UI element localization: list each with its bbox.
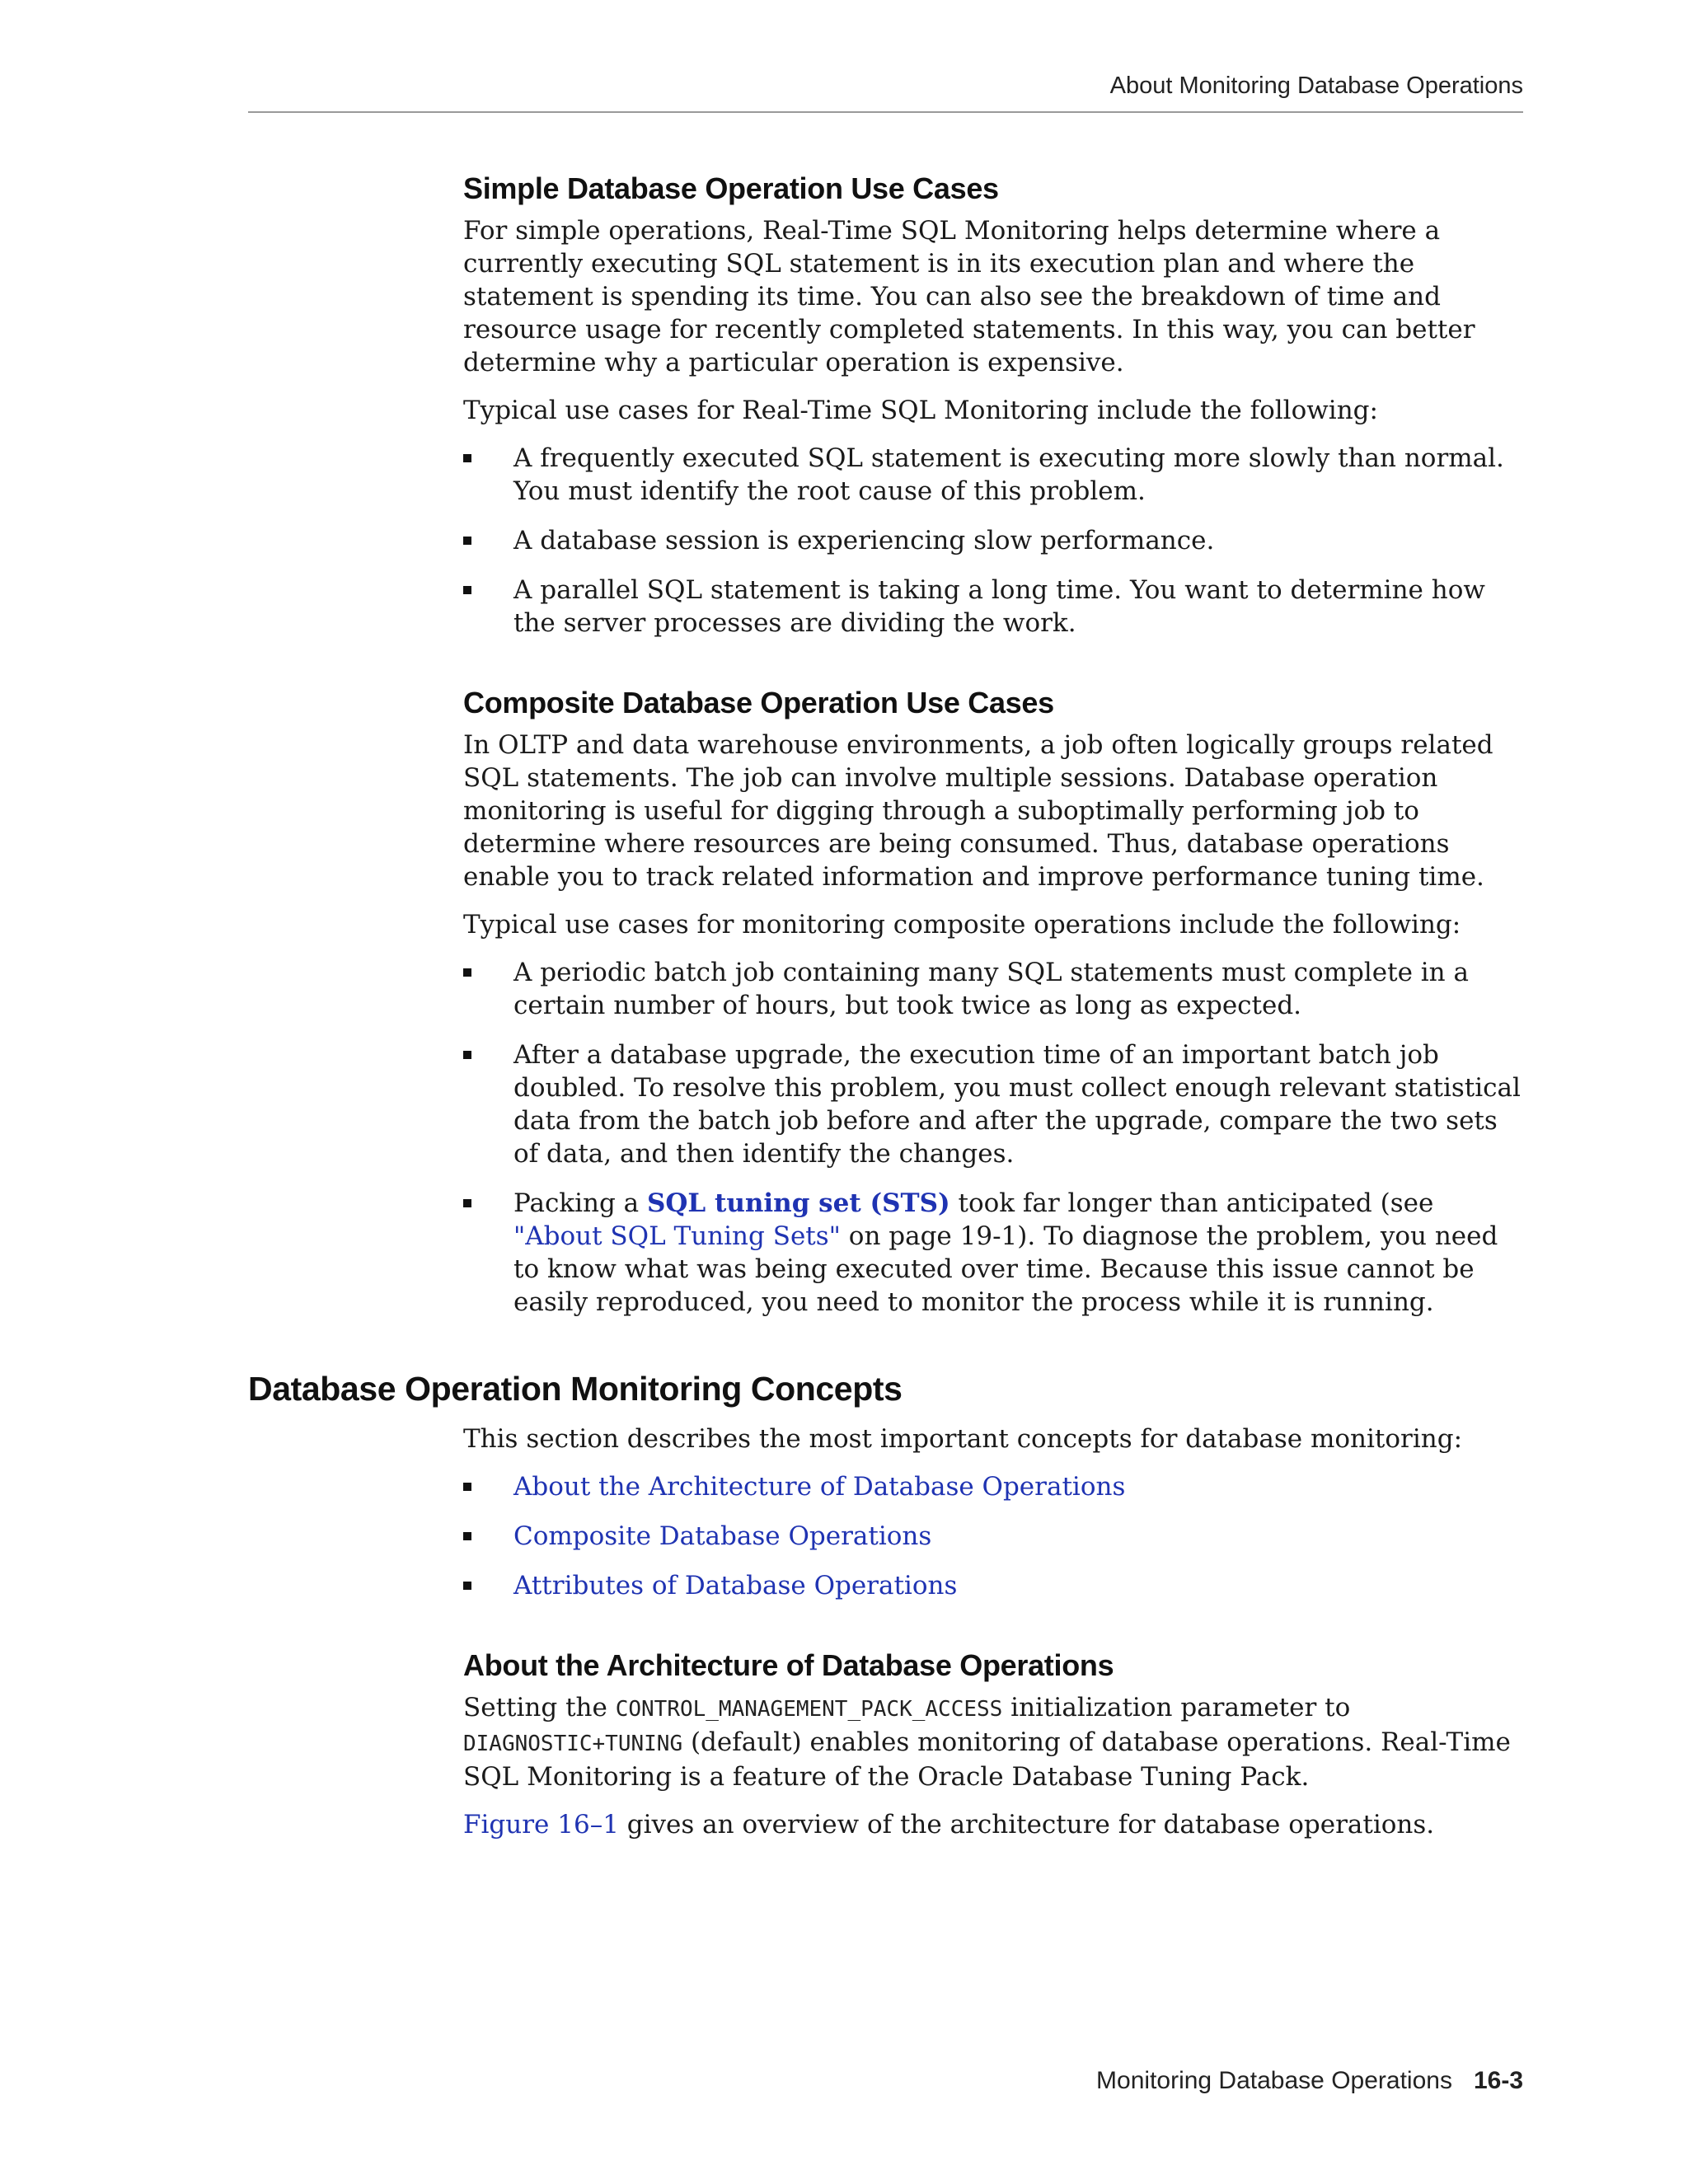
- list-item-text: A periodic batch job containing many SQL statements must complete in a certain number of hours, but took twice as long as expected.: [513, 958, 1469, 1020]
- list-item: [463, 574, 1526, 640]
- architecture-link[interactable]: About the Architecture of Database Operations: [513, 1472, 1126, 1502]
- list-item: [463, 1520, 1526, 1553]
- list-item: [463, 1569, 1526, 1602]
- section-architecture: [463, 1648, 1526, 1856]
- bullet-icon: [463, 454, 471, 462]
- paragraph: In OLTP and data warehouse environments, a job often logically groups related SQL statements. The job can involve multiple sessions. Database operation monitoring is useful for digging through a suboptimally performing job to determine where resources are being consumed. Thus, database operations enable you to track related information and improve performance tuning time.: [463, 730, 1493, 892]
- text-post: gives an overview of the architecture for database operations.: [618, 1810, 1435, 1840]
- paragraph: Typical use cases for monitoring composite operations include the following:: [463, 910, 1461, 940]
- composite-operations-link[interactable]: Composite Database Operations: [513, 1521, 932, 1551]
- list-item: [463, 1470, 1526, 1503]
- section-concepts: [463, 1422, 1526, 1619]
- list-item-text: A parallel SQL statement is taking a long time. You want to determine how the server processes are dividing the work.: [513, 575, 1485, 638]
- link-list: [463, 1470, 1526, 1602]
- list-item-text: A database session is experiencing slow performance.: [513, 526, 1215, 555]
- section-heading: Composite Database Operation Use Cases: [463, 686, 1054, 719]
- sql-tuning-set-glossary-link[interactable]: SQL tuning set (STS): [647, 1188, 950, 1218]
- bullet-icon: [463, 1199, 471, 1207]
- list-item: [463, 1038, 1526, 1170]
- list-item: [463, 442, 1526, 508]
- figure-link[interactable]: Figure 16–1: [463, 1810, 619, 1840]
- footer-chapter-title: Monitoring Database Operations: [1096, 2067, 1452, 2094]
- page-number: 16-3: [1473, 2067, 1523, 2094]
- section-heading: Simple Database Operation Use Cases: [463, 171, 999, 205]
- list-item-text-post: on page 19-1). To diagnose the problem, you need to know what was being executed over time. Because this issue cannot be easily reproduced, you need to monitor the process while it is running.: [513, 1221, 1498, 1317]
- section-simple-use-cases: [463, 171, 1526, 656]
- paragraph: This section describes the most important concepts for database monitoring:: [463, 1424, 1463, 1454]
- page-footer: [989, 2067, 1523, 2095]
- text-post: (default) enables monitoring of database operations. Real-Time SQL Monitoring is a feature of the Oracle Database Tuning Pack.: [463, 1727, 1511, 1792]
- chapter-section-heading: Database Operation Monitoring Concepts: [248, 1370, 903, 1408]
- bullet-icon: [463, 586, 471, 594]
- section-composite-use-cases: [463, 686, 1526, 1335]
- bullet-icon: [463, 968, 471, 977]
- bullet-icon: [463, 1582, 471, 1590]
- list-item-text: After a database upgrade, the execution time of an important batch job doubled. To resolve this problem, you must collect enough relevant statistical data from the batch job before and after the upgrade, compare the two sets of data, and then identify the changes.: [513, 1040, 1521, 1169]
- list-item: [463, 524, 1526, 557]
- list-item: [463, 956, 1526, 1022]
- list-item-text: A frequently executed SQL statement is executing more slowly than normal. You must identify the root cause of this problem.: [513, 443, 1504, 506]
- list-item: [463, 1187, 1526, 1319]
- bullet-icon: [463, 537, 471, 545]
- list-item-text-mid: took far longer than anticipated (see: [950, 1188, 1434, 1218]
- running-header: About Monitoring Database Operations: [248, 73, 1523, 113]
- paragraph: For simple operations, Real-Time SQL Monitoring helps determine where a currently executing SQL statement is in its execution plan and where the statement is spending its time. You can also see the breakdown of time and resource usage for recently completed statements. In this way, you can better determine why a particular operation is expensive.: [463, 216, 1475, 377]
- bullet-list: [463, 442, 1526, 640]
- paragraph: Typical use cases for Real-Time SQL Monitoring include the following:: [463, 396, 1378, 425]
- attributes-link[interactable]: Attributes of Database Operations: [513, 1571, 958, 1601]
- parameter-name: CONTROL_MANAGEMENT_PACK_ACCESS: [615, 1697, 1003, 1722]
- section-heading: About the Architecture of Database Operations: [463, 1648, 1114, 1682]
- list-item-text-pre: Packing a: [513, 1188, 648, 1218]
- bullet-list: [463, 956, 1526, 1319]
- paragraph: [463, 1691, 1526, 1793]
- text-mid: initialization parameter to: [1002, 1693, 1351, 1722]
- bullet-icon: [463, 1483, 471, 1491]
- bullet-icon: [463, 1051, 471, 1059]
- paragraph: [463, 1808, 1526, 1841]
- about-sql-tuning-sets-link[interactable]: "About SQL Tuning Sets": [513, 1221, 841, 1251]
- parameter-value: DIAGNOSTIC+TUNING: [463, 1732, 683, 1756]
- bullet-icon: [463, 1532, 471, 1540]
- text-pre: Setting the: [463, 1693, 616, 1722]
